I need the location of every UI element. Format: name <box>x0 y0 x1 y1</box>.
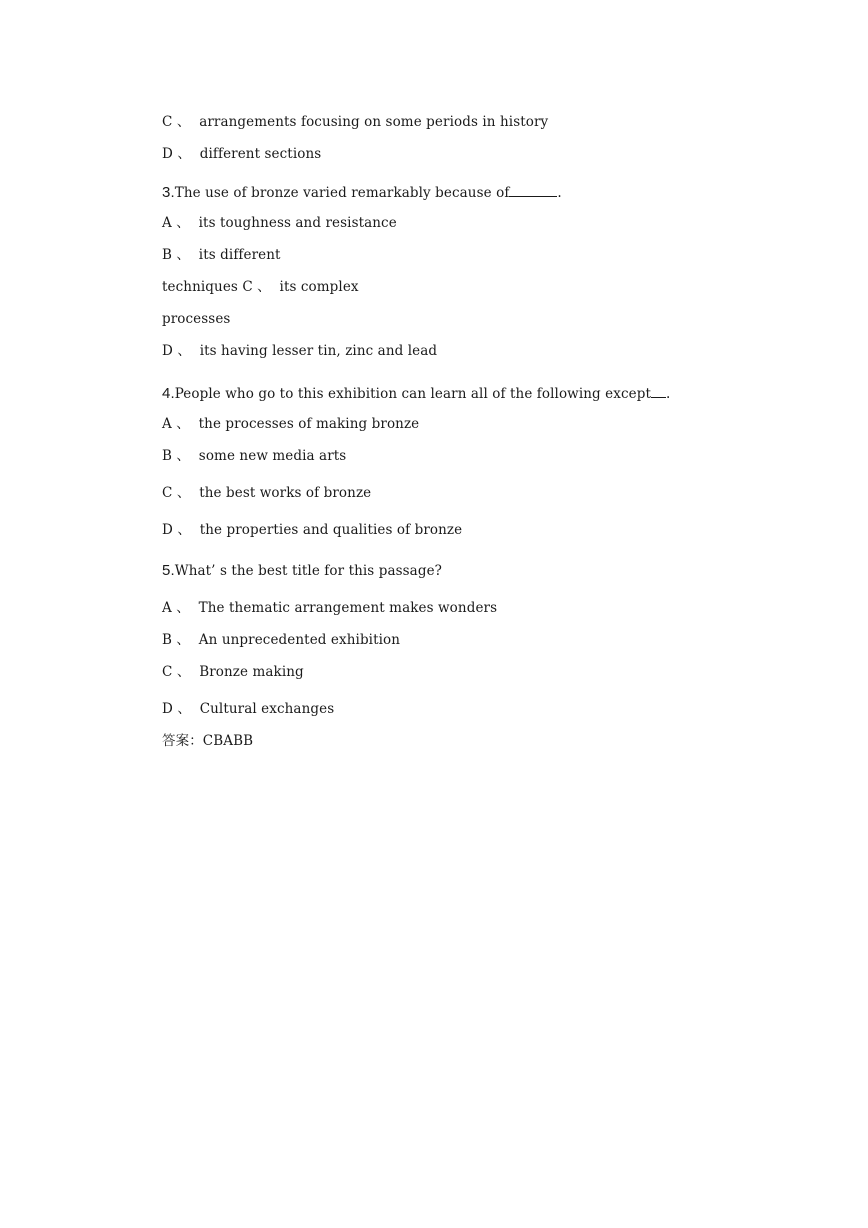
q4-option-a: A 、 the processes of making bronze <box>162 416 420 432</box>
answer-key: 答案：CBABB <box>162 733 254 749</box>
q3-option-a: A 、 its toughness and resistance <box>162 215 397 231</box>
question-number: 4. <box>162 385 175 402</box>
question-text: The use of bronze varied remarkably because of <box>174 185 510 201</box>
question-end: . <box>666 386 671 402</box>
q2-option-d <box>162 145 321 163</box>
answer-blank <box>509 182 557 197</box>
q4-option-d: D 、 the properties and qualities of bronze <box>162 522 463 538</box>
question-text: What’ s the best title for this passage? <box>174 563 442 579</box>
q2-option-c <box>162 113 548 131</box>
question-number: 3. <box>162 184 175 201</box>
q3-option-c-continued: processes <box>162 311 231 327</box>
q5-option-d: D 、 Cultural exchanges <box>162 701 335 717</box>
q5-option-c: C 、 Bronze making <box>162 664 304 680</box>
q3-option-c: techniques C 、 its complex <box>162 279 359 295</box>
option-text: different sections <box>199 146 322 162</box>
option-text: arrangements focusing on some periods in history <box>199 114 549 130</box>
question-text: People who go to this exhibition can learn all of the following except <box>174 386 652 402</box>
question-number: 5. <box>162 562 175 579</box>
question-end: . <box>557 185 562 201</box>
q4-option-c: C 、 the best works of bronze <box>162 485 372 501</box>
option-letter: D 、 <box>162 146 196 162</box>
q3-stem <box>162 182 562 202</box>
q4-stem <box>162 383 670 403</box>
q5-stem <box>162 562 442 580</box>
q5-option-b: B 、 An unprecedented exhibition <box>162 632 401 648</box>
answer-blank <box>651 383 666 398</box>
q5-option-a: A 、 The thematic arrangement makes wonders <box>162 600 498 616</box>
q4-option-b: B 、 some new media arts <box>162 448 347 464</box>
q3-option-d: D 、 its having lesser tin, zinc and lead <box>162 343 438 359</box>
q3-option-b: B 、 its different <box>162 247 281 263</box>
option-letter: C 、 <box>162 114 195 130</box>
